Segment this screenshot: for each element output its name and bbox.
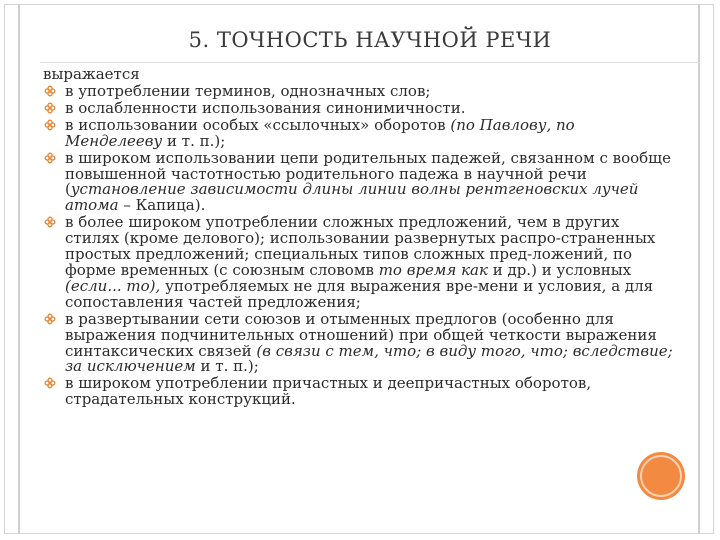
circle-ring-decoration (640, 455, 682, 497)
slide-title: 5. ТОЧНОСТЬ НАУЧНОЙ РЕЧИ (188, 28, 552, 52)
list-item: в развертывании сети союзов и отыменных предлогов (особенно для выражения подчинительных отношений) при общей четкости выражения синтаксических связей (в связи с тем, что; в виду того, что; вследствие; за исключением и т. п.); (43, 312, 673, 376)
right-border-line (698, 4, 700, 534)
intro-text: выражается (43, 65, 140, 83)
flower-bullet-icon (44, 85, 56, 97)
list-item: в ослабленности использования синонимичности. (43, 101, 673, 117)
list-item: в широком употреблении причастных и деепричастных оборотов, страдательных конструкций. (43, 376, 673, 408)
slide-body (43, 66, 673, 409)
flower-bullet-icon (44, 377, 56, 389)
list-item: в употреблении терминов, однозначных слов; (43, 84, 673, 100)
flower-bullet-icon (44, 152, 56, 164)
title-divider (40, 62, 700, 63)
list-item: в использовании особых «ссылочных» оборотов (по Павлову, по Менделееву и т. п.); (43, 118, 673, 150)
flower-bullet-icon (44, 119, 56, 131)
list-item: в широком использовании цепи родительных падежей, связанном с вообще повышенной частотностью родительного падежа в научной речи (установление зависимости длины линии волны рентгеновских лучей атома – Капица). (43, 151, 673, 215)
list-item: в более широком употреблении сложных предложений, чем в других стилях (кроме делового); использовании развернутых распро-страненных простых предложений; специальных типов сложных пред-ложений, по форме временных (с союзным словомв то время как и др.) и условных (если... то), употребляемых не для выражения вре-мени и условия, а для сопоставления частей предложения; (43, 215, 673, 310)
flower-bullet-icon (44, 216, 56, 228)
flower-bullet-icon (44, 313, 56, 325)
flower-bullet-icon (44, 102, 56, 114)
left-border-line (18, 4, 20, 534)
